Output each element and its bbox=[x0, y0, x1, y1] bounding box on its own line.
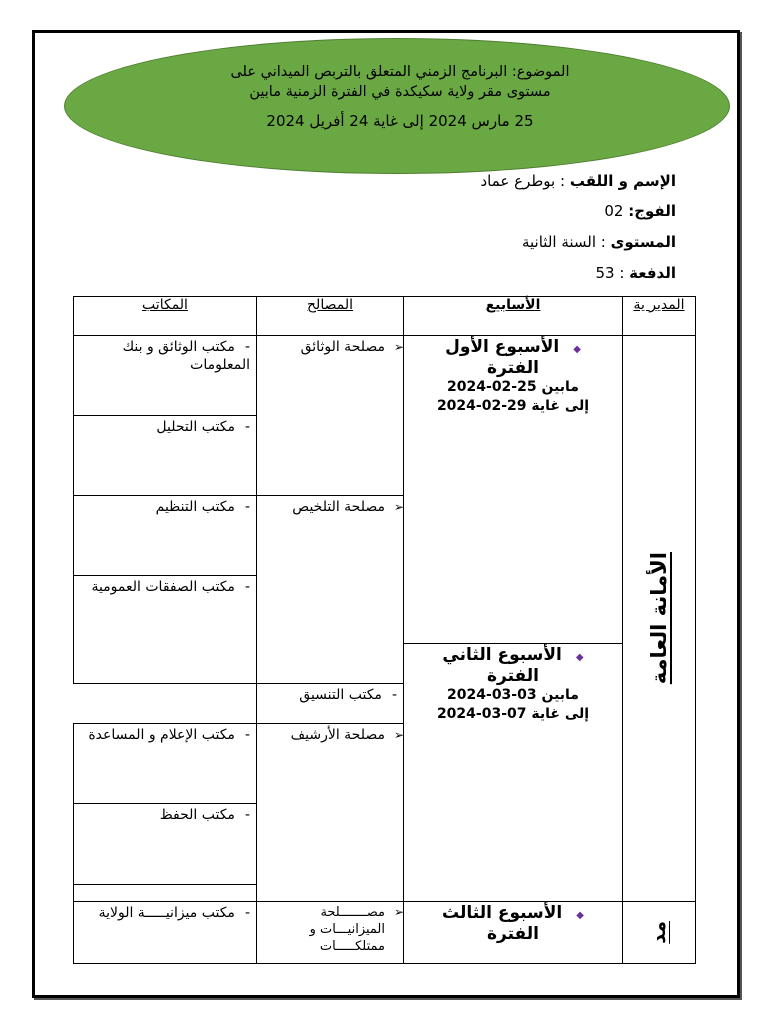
office-cell-3 bbox=[74, 496, 257, 576]
office-8: مكتب ميزانيـــــة الولاية bbox=[98, 905, 235, 921]
title-line-3: 25 مارس 2024 إلى غاية 24 أفريل 2024 bbox=[266, 112, 534, 130]
service-3: مصلحة الأرشيف bbox=[290, 727, 385, 743]
directorate-2-cell bbox=[623, 902, 696, 964]
arrow-icon: ➢ bbox=[393, 905, 404, 919]
office-5: مكتب التنسيق bbox=[299, 687, 382, 703]
bullet-icon: ◆ bbox=[575, 652, 584, 663]
arrow-icon: ➢ bbox=[393, 500, 404, 514]
dash: - bbox=[244, 419, 250, 435]
bullet-icon: ◆ bbox=[573, 344, 581, 355]
level-value: : السنة الثانية bbox=[521, 233, 606, 251]
week3-period: الفترة bbox=[487, 924, 539, 944]
name-label: الإسم و اللقب bbox=[569, 172, 676, 190]
service-cell-4 bbox=[257, 902, 404, 964]
dash: - bbox=[244, 727, 250, 743]
office-cell-8 bbox=[74, 902, 257, 964]
info-name bbox=[480, 172, 676, 190]
week2-period: الفترة bbox=[487, 666, 539, 686]
office-cell-4 bbox=[74, 576, 257, 684]
title-line-1: الموضوع: البرنامج الزمني المتعلق بالتربص الميداني على bbox=[230, 64, 570, 80]
info-level bbox=[522, 233, 676, 251]
schedule-table bbox=[73, 296, 696, 964]
arrow-icon: ➢ bbox=[393, 340, 404, 354]
service-cell-2 bbox=[257, 496, 404, 684]
arrow-icon: ➢ bbox=[393, 728, 404, 742]
week3-title: الأسبوع الثالث bbox=[442, 903, 563, 923]
title-text bbox=[150, 62, 650, 131]
week2-title: الأسبوع الثاني bbox=[442, 645, 562, 665]
dash: - bbox=[244, 579, 250, 595]
service-cell-3 bbox=[257, 724, 404, 902]
office-cell-6 bbox=[74, 724, 257, 804]
week2-cell bbox=[404, 644, 623, 902]
title-line-2: مستوى مقر ولاية سكيكدة في الفترة الزمنية مابين bbox=[249, 84, 551, 100]
office-cell-5 bbox=[257, 684, 404, 724]
service-2: مصلحة التلخيص bbox=[292, 499, 385, 515]
week1-from: مابين 25-02-2024 bbox=[447, 379, 579, 395]
service-1: مصلحة الوثائق bbox=[300, 339, 385, 355]
week1-block bbox=[404, 336, 622, 416]
directorate-2-label: مد bbox=[648, 921, 670, 944]
office-6: مكتب الإعلام و المساعدة bbox=[88, 727, 235, 743]
dash: - bbox=[244, 905, 250, 921]
directorate-general-secretariat bbox=[623, 336, 696, 902]
office-3: مكتب التنظيم bbox=[155, 499, 235, 515]
batch-label: الدفعة bbox=[629, 264, 676, 282]
week1-title: الأسبوع الأول bbox=[445, 337, 560, 357]
dash: - bbox=[244, 807, 250, 823]
week2-to: إلى غاية 07-03-2024 bbox=[436, 706, 590, 722]
dash: - bbox=[391, 687, 397, 703]
week1-period: الفترة bbox=[487, 358, 539, 378]
name-value: : بوطرع عماد bbox=[480, 172, 566, 190]
group-value: 02 bbox=[604, 202, 629, 220]
bullet-icon: ◆ bbox=[576, 910, 584, 921]
service-cell-1 bbox=[257, 336, 404, 496]
batch-value: : 53 bbox=[595, 264, 625, 282]
week3-cell bbox=[404, 902, 623, 964]
level-label: المستوى bbox=[610, 233, 676, 251]
group-label: الفوج: bbox=[628, 202, 676, 220]
header-directorate: المدير ية bbox=[623, 297, 696, 336]
info-group bbox=[604, 202, 676, 220]
office-2: مكتب التحليل bbox=[156, 419, 235, 435]
header-offices: المكاتب bbox=[74, 297, 257, 336]
info-batch bbox=[595, 264, 676, 282]
header-weeks: الأسابيع bbox=[404, 297, 623, 336]
service-4: مصـــــــلحة الميزانيـــات و ممتلكـــــات bbox=[309, 905, 385, 954]
week3-block bbox=[404, 902, 622, 944]
office-cell-2 bbox=[74, 416, 257, 496]
office-7: مكتب الحفظ bbox=[159, 807, 235, 823]
office-1: مكتب الوثائق و بنك المعلومات bbox=[122, 339, 250, 373]
week2-from: مابين 03-03-2024 bbox=[447, 687, 579, 703]
header-services: المصالح bbox=[257, 297, 404, 336]
directorate-label: الأمانة العامة bbox=[647, 552, 671, 685]
office-cell-1 bbox=[74, 336, 257, 416]
office-cell-7 bbox=[74, 804, 257, 902]
office-4: مكتب الصفقات العمومية bbox=[91, 579, 235, 595]
week1-cell bbox=[404, 336, 623, 644]
week1-to: إلى غاية 29-02-2024 bbox=[436, 398, 590, 414]
dash: - bbox=[244, 339, 250, 355]
dash: - bbox=[244, 499, 250, 515]
week2-block bbox=[404, 644, 622, 724]
